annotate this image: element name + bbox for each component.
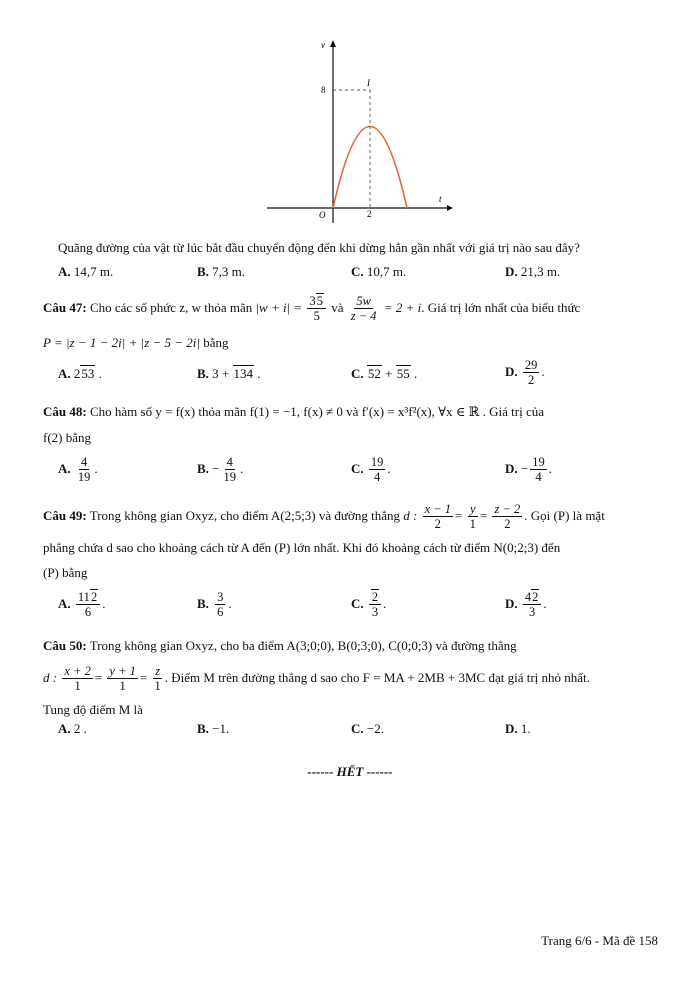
q49-option-d[interactable]: D. $\frac{42}{3}$ . [505, 590, 547, 620]
q49-line3: (P) bằng [43, 565, 88, 580]
q46-option-d[interactable]: D. 21,3 m. [505, 264, 561, 279]
q50-option-c[interactable]: C. −2. [351, 721, 384, 736]
q48-line2: f(2) bằng [43, 430, 92, 445]
y-axis-label: v [321, 40, 325, 50]
q49-option-b[interactable]: B. $\frac{3}{6}$ . [197, 590, 232, 620]
origin-label: O [319, 210, 326, 220]
q49-intro: Trong không gian Oxyz, cho điểm A(2;5;3) và đường thẳng [89, 507, 400, 523]
q46-option-b[interactable]: B. 7,3 m. [197, 264, 246, 279]
q50-option-d[interactable]: D. 1. [505, 721, 531, 736]
q47-label: Câu 47: [43, 299, 87, 315]
q49-label: Câu 49: [43, 507, 87, 523]
y-axis-arrow [330, 40, 336, 47]
q47-line1: Câu 47: Cho các số phức z, w thỏa mãn |w + i| = $\frac{35}{5}$ và $\frac{5w}{z - 4}$ = 2 + i. Giá trị lớn nhất của biểu thức [43, 294, 581, 324]
q50-option-b[interactable]: B. −1. [197, 721, 230, 736]
q46-option-c[interactable]: C. 10,7 m. [351, 264, 407, 279]
q48-label: Câu 48: [43, 404, 87, 419]
q50-line1 [43, 638, 517, 654]
end-marker: ------ HẾT ------ [307, 764, 393, 779]
x-axis-label: t [439, 194, 442, 204]
q50-line2: d : $\frac{x + 2}{1}$ = $\frac{y + 1}{1}$ = $\frac{z}{1}$ . Điểm M trên đường thẳng d sao cho F = MA + 2MB + 3MC đạt giá trị nhỏ nhất. [43, 664, 590, 694]
x-tick-label: 2 [367, 209, 372, 219]
q50-label: Câu 50: [43, 638, 87, 653]
q47-line2: P = |z − 1 − 2i| + |z − 5 − 2i| bằng [43, 335, 229, 350]
q48-line1 [43, 404, 544, 420]
q48-option-c[interactable]: C. $\frac{19}{4}$ . [351, 455, 391, 485]
q50-option-a[interactable]: A. 2 . [58, 721, 87, 736]
q47-option-d[interactable]: D. $\frac{29}{2}$ . [505, 358, 545, 388]
q50-line3: Tung độ điểm M là [43, 702, 143, 717]
q47-intro: Cho các số phức z, w thỏa mãn [89, 299, 253, 315]
q50-intro: Trong không gian Oxyz, cho ba điểm A(3;0;0), B(0;3;0), C(0;0;3) và đường thẳng [89, 638, 517, 653]
q48-option-b[interactable]: B. − $\frac{4}{19}$ . [197, 455, 244, 485]
q46-text: Quãng đường của vật từ lúc bắt đầu chuyển động đến khi dừng hẳn gần nhất với giá trị nào sau đây? [58, 240, 580, 255]
q46-option-a[interactable]: A. 14,7 m. [58, 264, 114, 279]
x-axis-arrow [447, 205, 453, 211]
q49-option-a[interactable]: A. $\frac{112}{6}$ . [58, 590, 106, 620]
q47-option-c[interactable]: C. 52 + 55 . [351, 366, 418, 381]
q47-option-a[interactable]: A. 253 . [58, 366, 102, 381]
y-tick-label: 8 [321, 85, 326, 95]
q49-line2: phẳng chứa d sao cho khoảng cách từ A đến (P) lớn nhất. Khi đó khoảng cách từ điểm N(0;2;3) đến [43, 540, 561, 555]
q49-option-c[interactable]: C. $\frac{2}{3}$ . [351, 590, 387, 620]
q48-option-a[interactable]: A. $\frac{4}{19}$ . [58, 455, 98, 485]
peak-label: I [367, 78, 370, 88]
page-footer: Trang 6/6 - Mã đề 158 [541, 933, 658, 948]
q47-option-b[interactable]: B. 3 + 134 . [197, 366, 261, 381]
q48-intro: Cho hàm số y = f(x) thỏa mãn f(1) = −1, f(x) ≠ 0 và f′(x) = x³f²(x), ∀x ∈ ℝ . Giá trị của [89, 404, 545, 419]
velocity-graph [255, 35, 455, 230]
q48-option-d[interactable]: D. − $\frac{19}{4}$ . [505, 455, 552, 485]
q49-line1: Câu 49: Trong không gian Oxyz, cho điểm A(2;5;3) và đường thẳng d : $\frac{x - 1}{2}$ = $\frac{y}{1}$ = $\frac{z - 2}{2}$ . Gọi (P) là mặt [43, 502, 605, 532]
